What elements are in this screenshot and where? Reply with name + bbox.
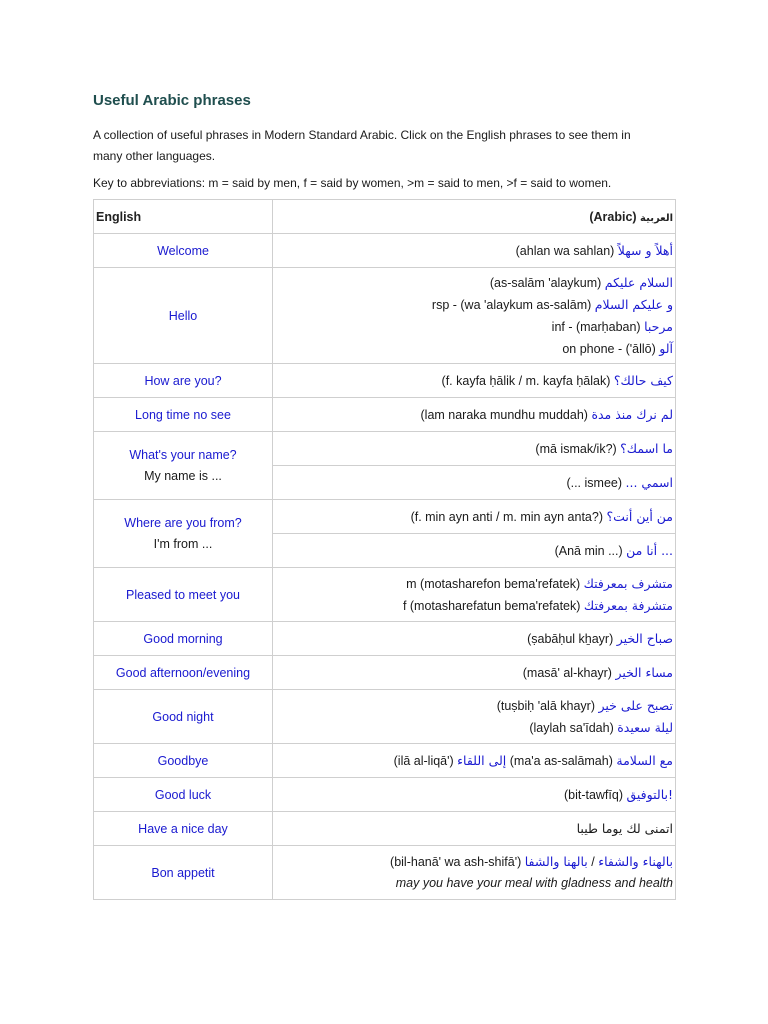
arabic-text: متشرفة بمعرفتك xyxy=(583,597,673,613)
arabic-text: مع السلامة xyxy=(616,753,673,768)
transliteration: (lam naraka mundhu muddah) xyxy=(420,408,588,422)
phrase-link-where-from[interactable]: Where are you from? xyxy=(124,515,242,530)
header-arabic-script: العربية xyxy=(640,212,673,224)
transliteration: (ahlan wa sahlan) xyxy=(515,244,615,258)
separator: / xyxy=(591,855,595,869)
arabic-text: آلو xyxy=(659,340,673,356)
arabic-text: بالهنا والشفا xyxy=(524,854,588,869)
phrase-link-welcome[interactable]: Welcome xyxy=(157,243,209,258)
phrase-link-good-morning[interactable]: Good morning xyxy=(143,631,223,646)
phrase-link-how-are-you[interactable]: How are you? xyxy=(144,373,222,388)
phrases-table xyxy=(93,199,676,900)
table-row xyxy=(94,268,676,364)
header-arabic-latin: (Arabic) xyxy=(589,209,637,224)
table-row xyxy=(94,234,676,268)
phrase-link-goodbye[interactable]: Goodbye xyxy=(157,753,209,768)
transliteration: (laylah sa'īdah) xyxy=(529,720,614,735)
arabic-text: متشرف بمعرفتك xyxy=(583,575,673,591)
arabic-text: أهلاً و سهلاً xyxy=(617,243,673,258)
arabic-text: صباح الخير xyxy=(616,631,673,646)
phrase-link-whats-your-name[interactable]: What's your name? xyxy=(129,447,237,462)
transliteration: (mā ismak/ik?) xyxy=(535,442,617,456)
page-title: Useful Arabic phrases xyxy=(93,92,251,109)
arabic-text: بالهناء والشفاء xyxy=(598,854,673,869)
translation-note: may you have your meal with gladness and health xyxy=(395,876,673,890)
transliteration: f (motasharefatun bema'refatek) xyxy=(402,598,581,613)
abbreviation-key: Key to abbreviations: m = said by men, f = said by women, >m = said to men, >f = said to women. xyxy=(93,176,612,190)
transliteration: (ma'a as-salāmah) xyxy=(509,754,613,768)
transliteration: (as-salām 'alaykum) xyxy=(489,275,602,290)
phrase-link-good-luck[interactable]: Good luck xyxy=(154,787,212,802)
table-row xyxy=(94,812,676,846)
header-english: English xyxy=(94,200,273,234)
arabic-text: مساء الخير xyxy=(615,665,673,680)
phrase-link-hello[interactable]: Hello xyxy=(168,308,198,323)
table-row xyxy=(94,622,676,656)
transliteration: (f. kayfa ḥālik / m. kayfa ḥālak) xyxy=(441,374,611,388)
phrase-link-good-night[interactable]: Good night xyxy=(152,709,214,724)
transliteration: m (motasharefon bema'refatek) xyxy=(406,576,581,591)
table-row xyxy=(94,364,676,398)
arabic-text: كيف حالك؟ xyxy=(613,373,673,388)
phrase-my-name-is: My name is ... xyxy=(144,468,222,483)
arabic-text: و عليكم السلام xyxy=(594,296,673,312)
arabic-text: تصبح على خير xyxy=(598,697,673,713)
phrase-link-nice-day[interactable]: Have a nice day xyxy=(138,821,228,836)
transliteration: (... ismee) xyxy=(566,476,623,490)
arabic-text: مرحبا xyxy=(644,318,673,334)
transliteration: (bit-tawfīq) xyxy=(563,788,623,802)
table-row xyxy=(94,778,676,812)
transliteration: (f. min ayn anti / m. min ayn anta?) xyxy=(410,510,604,524)
phrase-link-bon-appetit[interactable]: Bon appetit xyxy=(151,865,215,880)
intro-text: A collection of useful phrases in Modern Standard Arabic. Click on the English phrases to see them in many other languages. xyxy=(93,128,631,163)
table-row xyxy=(94,568,676,622)
table-row xyxy=(94,500,676,534)
arabic-text: اتمنى لك يوما طيبا xyxy=(576,821,673,836)
table-row xyxy=(94,846,676,900)
phrase-im-from: I'm from ... xyxy=(153,536,213,551)
phrase-link-pleased[interactable]: Pleased to meet you xyxy=(126,587,240,602)
table-row xyxy=(94,656,676,690)
transliteration: (tuṣbiḥ 'alā khayr) xyxy=(496,698,595,713)
transliteration: (Anā min ...) xyxy=(554,544,623,558)
arabic-text: من أين أنت؟ xyxy=(606,509,673,524)
header-arabic xyxy=(273,200,676,234)
transliteration: (bil-hanā' wa ash-shifā') xyxy=(390,855,522,869)
arabic-text: بالتوفيق! xyxy=(626,787,673,802)
transliteration: (masā' al-khayr) xyxy=(522,666,612,680)
phrase-link-good-afternoon[interactable]: Good afternoon/evening xyxy=(115,665,251,680)
arabic-text: ما اسمك؟ xyxy=(620,441,673,456)
arabic-text: ... اسمي xyxy=(625,475,673,490)
table-header-row xyxy=(94,200,676,234)
phrase-link-long-time[interactable]: Long time no see xyxy=(135,407,231,422)
arabic-text: إلى اللقاء xyxy=(457,753,507,768)
table-row xyxy=(94,744,676,778)
transliteration: (ṣabāḥul kẖayr) xyxy=(527,632,614,646)
transliteration: inf - (marḥaban) xyxy=(551,319,641,334)
arabic-text: أنا من ... xyxy=(626,543,673,558)
arabic-text: لم نرك منذ مدة xyxy=(591,407,673,422)
table-row xyxy=(94,432,676,466)
transliteration: (ilā al-liqā') xyxy=(393,754,454,768)
table-row xyxy=(94,690,676,744)
arabic-text: ليلة سعيدة xyxy=(617,719,673,735)
transliteration: rsp - (wa 'alaykum as-salām) xyxy=(431,297,592,312)
arabic-text: السلام عليكم xyxy=(604,274,673,290)
table-row xyxy=(94,398,676,432)
transliteration: on phone - ('āllō) xyxy=(562,341,656,356)
